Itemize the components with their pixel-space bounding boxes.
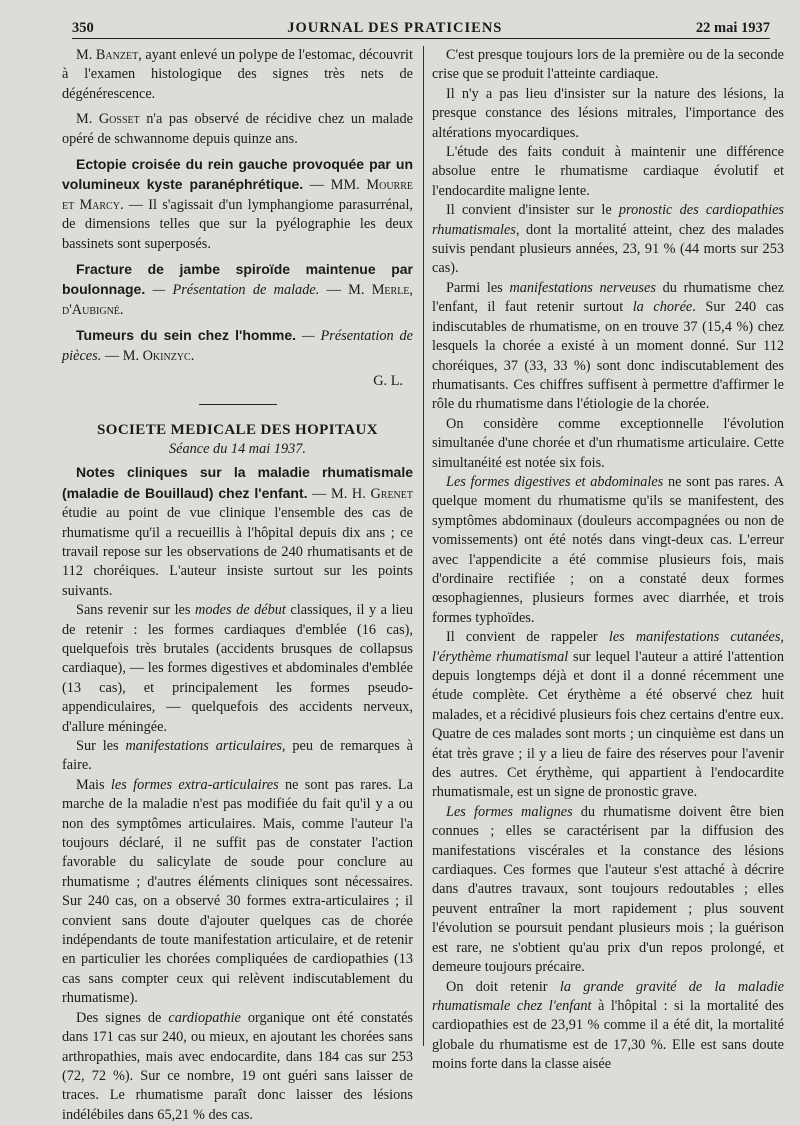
paragraph: Parmi les manifestations nerveuses du rhumatisme chez l'enfant, il faut retenir surtout la chorée. Sur 240 cas indiscutables de rhumatisme, on en trouve 37 (15,4 %) chez lesquels la chorée a existé à un moment donné. Sur 112 choréiques, 37 (33, 33 %) sont donc indiscutablement des rhumatisants. Ces chiffres suffisent à permettre d'affirmer le rôle du rhumatisme dans l'étiologie de la chorée.: [432, 279, 784, 413]
paragraph: M. Banzet, ayant enlevé un polype de l'estomac, découvrit à l'examen histologique des signes très nets de dégénérescence.: [62, 47, 413, 102]
left-column: [62, 46, 413, 1125]
report-entry: Tumeurs du sein chez l'homme. — Présentation de pièces. — M. Okinzyc.: [62, 327, 414, 364]
right-column: [432, 46, 784, 1075]
paragraph: M. Gosset n'a pas observé de récidive chez un malade opéré de schwannome depuis quinze ans.: [62, 111, 414, 147]
paragraph: Mais les formes extra-articulaires ne sont pas rares. La marche de la maladie n'est pas modifiée du fait qu'il y a ou non des symptômes articulaires. Mais, comme l'auteur l'a toujours déclaré, il ne suffit pas de constater l'action favorable du salicylate de soude pour conclure au rhumatisme ; d'autres éléments cliniques sont nécessaires. Sur 240 cas, on a observé 30 formes extra-articulaires ; il convient sans doute d'ajouter quelques cas de chorée indépendants de toute manifestation articulaire, et de retenir en particulier les chorées compliquées de cardiopathies (13 cas sans compter ceux qui relèvent indiscutablement du rhumatisme).: [62, 776, 414, 1007]
report-title: Tumeurs du sein chez l'homme.: [76, 327, 297, 344]
paragraph: On doit retenir la grande gravité de la maladie rhumatismale chez l'enfant à l'hôpital : si la mortalité des cardiopathies est de 23,91 % comme il a été dit, la mortalité globale du rhumatisme est de 17,30 %. Elle est sans doute moins forte dans la classe aisée: [432, 978, 784, 1073]
paragraph: Il convient d'insister sur le pronostic des cardiopathies rhumatismales, dont la mortalité atteint, chez des malades suivis pendant plusieurs années, 23, 91 % (44 morts sur 253 cas).: [432, 202, 784, 277]
paragraph: Des signes de cardiopathie organique ont été constatés dans 171 cas sur 240, ou mieux, en ajoutant les chorées sans arthropathies, mais avec endocardite, dans 184 cas sur 253 (72, 72 %). Sur ce nombre, 19 ont guéri sans laisser de traces. Le rhumatisme paraît donc laisser des lésions indélébiles dans 65,21 % des cas.: [62, 1009, 413, 1123]
page-number: 350: [72, 19, 94, 36]
paragraph: Les formes malignes du rhumatisme doivent être bien connues ; elles se caractérisent par la diffusion des manifestations viscérales et la constance des lésions cardiaques. Ces formes que l'auteur s'est attaché à décrire dans d'autres travaux, sont toujours redoutables ; elles peuvent entraîner la mort rapidement ; plus souvent l'évolution se poursuit pendant plusieurs mois ; la guérison est rare, ne s'obtient qu'au prix d'un repos prolongé, et demeure toujours précaire.: [432, 803, 784, 976]
report-title: Fracture de jambe spiroïde maintenue par boulonnage.: [62, 261, 413, 298]
paragraph: On considère comme exceptionnelle l'évolution simultanée d'une chorée et d'un rhumatisme articulaire. Cette simultanéité est notée six fois.: [432, 415, 784, 471]
page-header: [72, 14, 770, 39]
report-entry: Ectopie croisée du rein gauche provoquée par un volumineux kyste paranéphrétique. — MM. Mourre et Marcy. — Il s'agissait d'un lymphangiome parasurrénal, de dimensions telles que sur la pyélographie les deux bassinets sont superposés.: [62, 156, 413, 252]
paragraph: Sur les manifestations articulaires, peu de remarques à faire.: [62, 738, 413, 774]
report-title: Notes cliniques sur la maladie rhumatismale (maladie de Bouillaud) chez l'enfant.: [62, 464, 413, 501]
section-title: SOCIETE MEDICALE DES HOPITAUX: [97, 421, 378, 438]
column-divider: [423, 46, 424, 1046]
issue-date: 22 mai 1937: [695, 19, 770, 36]
paragraph: Il convient de rappeler les manifestations cutanées, l'érythème rhumatismal sur lequel l'auteur a attiré l'attention depuis longtemps déjà et dont il a donné récemment une étude complète. Cet érythème a été observé chez huit malades, et a récidivé plusieurs fois chez certains d'entre eux. Quatre de ces malades sont morts ; un cinquième est dans un état très grave ; il y a lieu de faire des réserves pour l'avenir des autres. Cet érythème, qui appartient à l'endocardite rhumatismale, est un signe de pronostic grave.: [432, 629, 784, 801]
section-separator: [199, 404, 277, 405]
session-date: Séance du 14 mai 1937.: [169, 440, 306, 457]
signature: G. L.: [373, 373, 403, 390]
paragraph: Les formes digestives et abdominales ne sont pas rares. A quelque moment du rhumatisme qu'ils se manifestent, des symptômes abdominaux (douleurs accompagnées ou non de vomissements) ont été notés dans vingt-deux cas. L'erreur avec l'appendicite a été commise plusieurs fois, mais d'ordinaire rectifiée ; on a constaté deux formes œsophagiennes, plusieurs formes avec diarrhée, et trois formes typhoïdes.: [432, 473, 784, 626]
journal-title: JOURNAL DES PRATICIENS: [287, 19, 503, 36]
report-entry: Notes cliniques sur la maladie rhumatismale (maladie de Bouillaud) chez l'enfant. — M. H. Grenet étudie au point de vue clinique l'ensemble des cas de rhumatisme qu'il a recueillis à l'hôpital depuis dix ans ; ce travail repose sur les observations de 240 rhumatisants et de 112 choréiques. L'auteur insiste surtout sur les points suivants.: [62, 464, 413, 599]
paragraph: Sans revenir sur les modes de début classiques, il y a lieu de retenir : les formes cardiaques d'emblée (16 cas), quelquefois très brutales (accidents brusques de collapsus cardiaque), — les formes digestives et abdominales d'emblée (13 cas), et principalement les formes pseudo-appendiculaires, — quelquefois des accidents nerveux, d'allure méningée.: [62, 602, 414, 735]
paragraph: L'étude des faits conduit à maintenir une différence absolue entre le rhumatisme cardiaque évolutif et l'endocardite maligne lente.: [432, 144, 784, 199]
report-entry: Fracture de jambe spiroïde maintenue par boulonnage. — Présentation de malade. — M. Merle, d'Aubigné.: [62, 261, 413, 318]
report-title: Ectopie croisée du rein gauche provoquée par un volumineux kyste paranéphrétique.: [62, 156, 413, 193]
paragraph: C'est presque toujours lors de la première ou de la seconde crise que se produit l'atteinte cardiaque.: [432, 47, 784, 83]
paragraph: Il n'y a pas lieu d'insister sur la nature des lésions, la presque constance des lésions mitrales, l'importance des altérations myocardiques.: [432, 85, 784, 141]
